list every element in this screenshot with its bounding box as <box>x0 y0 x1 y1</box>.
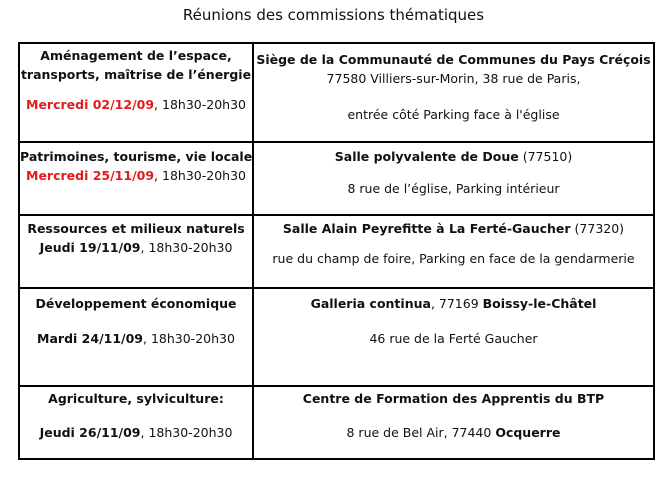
meeting-time: , 18h30-20h30 <box>140 425 233 440</box>
meeting-time: , 18h30-20h30 <box>140 240 233 255</box>
venue-line <box>254 219 653 238</box>
location-cell <box>253 43 654 142</box>
venue-access: entrée côté Parking face à l'église <box>347 107 560 122</box>
meeting-datetime <box>20 166 252 185</box>
venue-address <box>254 423 653 442</box>
table-row <box>19 142 654 215</box>
commission-name: Agriculture, sylviculture: <box>48 391 224 406</box>
commission-name: Ressources et milieux naturels <box>27 221 245 236</box>
venue-line <box>254 294 653 313</box>
meeting-date: Jeudi 26/11/09 <box>39 425 141 440</box>
meeting-time: , 18h30-20h30 <box>143 331 235 346</box>
venue-name: Siège de la Communauté de Communes du Pays Créçois <box>256 52 651 67</box>
meeting-date: Mardi 24/11/09 <box>37 331 143 346</box>
venue-town: Ocquerre <box>495 425 561 440</box>
venue-town: Boissy-le-Châtel <box>482 296 597 311</box>
commission-schedule-table <box>18 42 655 460</box>
venue-address: 46 rue de la Ferté Gaucher <box>369 331 538 346</box>
venue-street: 8 rue de Bel Air, 77440 <box>346 425 496 440</box>
meeting-time: , 18h30-20h30 <box>154 168 246 183</box>
table-row <box>19 386 654 459</box>
meeting-date: Jeudi 19/11/09 <box>39 240 141 255</box>
location-cell <box>253 288 654 386</box>
meeting-datetime <box>20 238 252 257</box>
meeting-datetime <box>20 329 252 348</box>
location-cell <box>253 386 654 459</box>
commission-name: transports, maîtrise de l’énergie <box>20 67 252 82</box>
venue-postcode: (77320) <box>570 221 625 236</box>
venue-line <box>254 147 653 166</box>
commission-cell <box>19 288 253 386</box>
commission-name: Patrimoines, tourisme, vie locale <box>20 149 253 164</box>
table-row <box>19 215 654 288</box>
commission-cell <box>19 386 253 459</box>
venue-name: Salle polyvalente de Doue <box>334 149 519 164</box>
meeting-datetime <box>20 423 252 442</box>
venue-address: 77580 Villiers-sur-Morin, 38 rue de Paris, <box>326 71 581 86</box>
location-cell <box>253 142 654 215</box>
table-row <box>19 43 654 142</box>
commission-cell <box>19 142 253 215</box>
meeting-date: Mercredi 02/12/09 <box>26 97 155 112</box>
commission-cell <box>19 215 253 288</box>
venue-name: Centre de Formation des Apprentis du BTP <box>302 391 605 406</box>
meeting-datetime <box>20 95 252 114</box>
venue-postcode: , 77169 <box>430 296 483 311</box>
venue-address: 8 rue de l’église, Parking intérieur <box>347 181 560 196</box>
venue-name: Galleria continua <box>310 296 431 311</box>
location-cell <box>253 215 654 288</box>
commission-name: Développement économique <box>35 296 237 311</box>
venue-postcode: (77510) <box>518 149 573 164</box>
venue-address: rue du champ de foire, Parking en face de la gendarmerie <box>272 251 635 266</box>
commission-cell <box>19 43 253 142</box>
table-row <box>19 288 654 386</box>
venue-name: Salle Alain Peyrefitte à La Ferté-Gaucher <box>282 221 571 236</box>
meeting-date: Mercredi 25/11/09 <box>26 168 155 183</box>
page-title: Réunions des commissions thématiques <box>182 6 485 24</box>
meeting-time: , 18h30-20h30 <box>154 97 246 112</box>
commission-name: Aménagement de l’espace, <box>40 48 232 63</box>
